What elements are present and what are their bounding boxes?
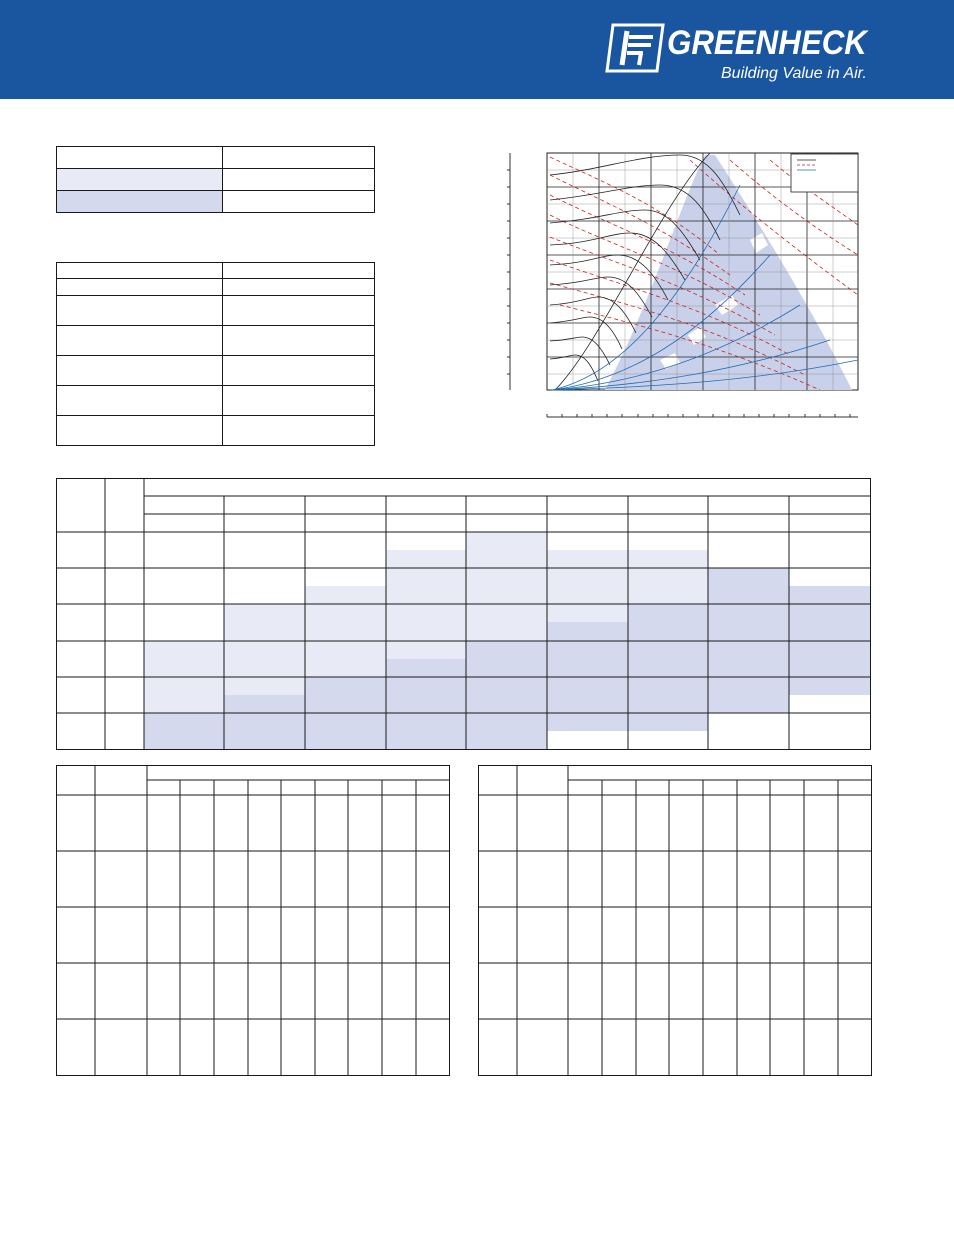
bottom-left-table (56, 765, 450, 1076)
brand-name: GREENHECK (667, 24, 867, 62)
bottom-right-table (478, 765, 872, 1076)
brand-tagline: Building Value in Air. (721, 65, 867, 82)
